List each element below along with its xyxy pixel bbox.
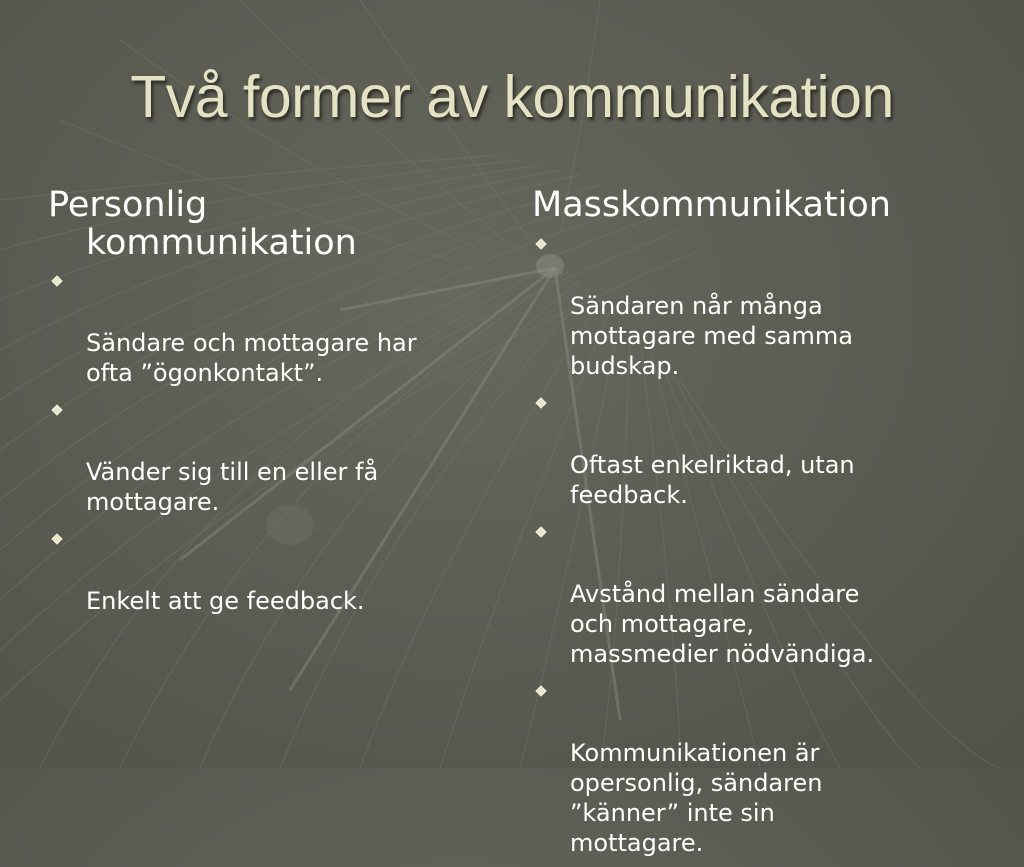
bullet-text: Enkelt att ge feedback. <box>86 587 365 615</box>
bullet-text: Vänder sig till en eller få mottagare. <box>86 458 379 516</box>
list-item <box>48 268 488 388</box>
bullet-text: Sändare och mottagare har ofta ”ögonkontakt”. <box>86 329 417 387</box>
diamond-bullet-icon <box>51 275 62 286</box>
right-column-heading: Masskommunikation <box>532 185 891 225</box>
diamond-bullet-icon <box>535 238 546 249</box>
left-column-personal <box>48 186 488 625</box>
bullet-text: Kommunikationen är opersonlig, sändaren ”känner” inte sin mottagare. <box>570 739 823 857</box>
list-item <box>532 231 962 381</box>
list-item <box>48 526 488 616</box>
list-item <box>48 397 488 517</box>
right-column-mass <box>532 186 962 867</box>
right-bullet-list <box>532 231 962 858</box>
left-column-heading: Personlig kommunikation <box>48 185 357 263</box>
diamond-bullet-icon <box>51 533 62 544</box>
left-bullet-list <box>48 268 488 616</box>
diamond-bullet-icon <box>51 404 62 415</box>
diamond-bullet-icon <box>535 526 546 537</box>
list-item <box>532 678 962 858</box>
list-item <box>532 390 962 510</box>
bullet-text: Sändaren når många mottagare med samma budskap. <box>570 292 853 380</box>
slide-title: Två former av kommunikation <box>130 64 894 130</box>
diamond-bullet-icon <box>535 685 546 696</box>
bullet-text: Oftast enkelriktad, utan feedback. <box>570 451 855 509</box>
list-item <box>532 519 962 669</box>
bullet-text: Avstånd mellan sändare och mottagare, massmedier nödvändiga. <box>570 580 875 668</box>
diamond-bullet-icon <box>535 397 546 408</box>
